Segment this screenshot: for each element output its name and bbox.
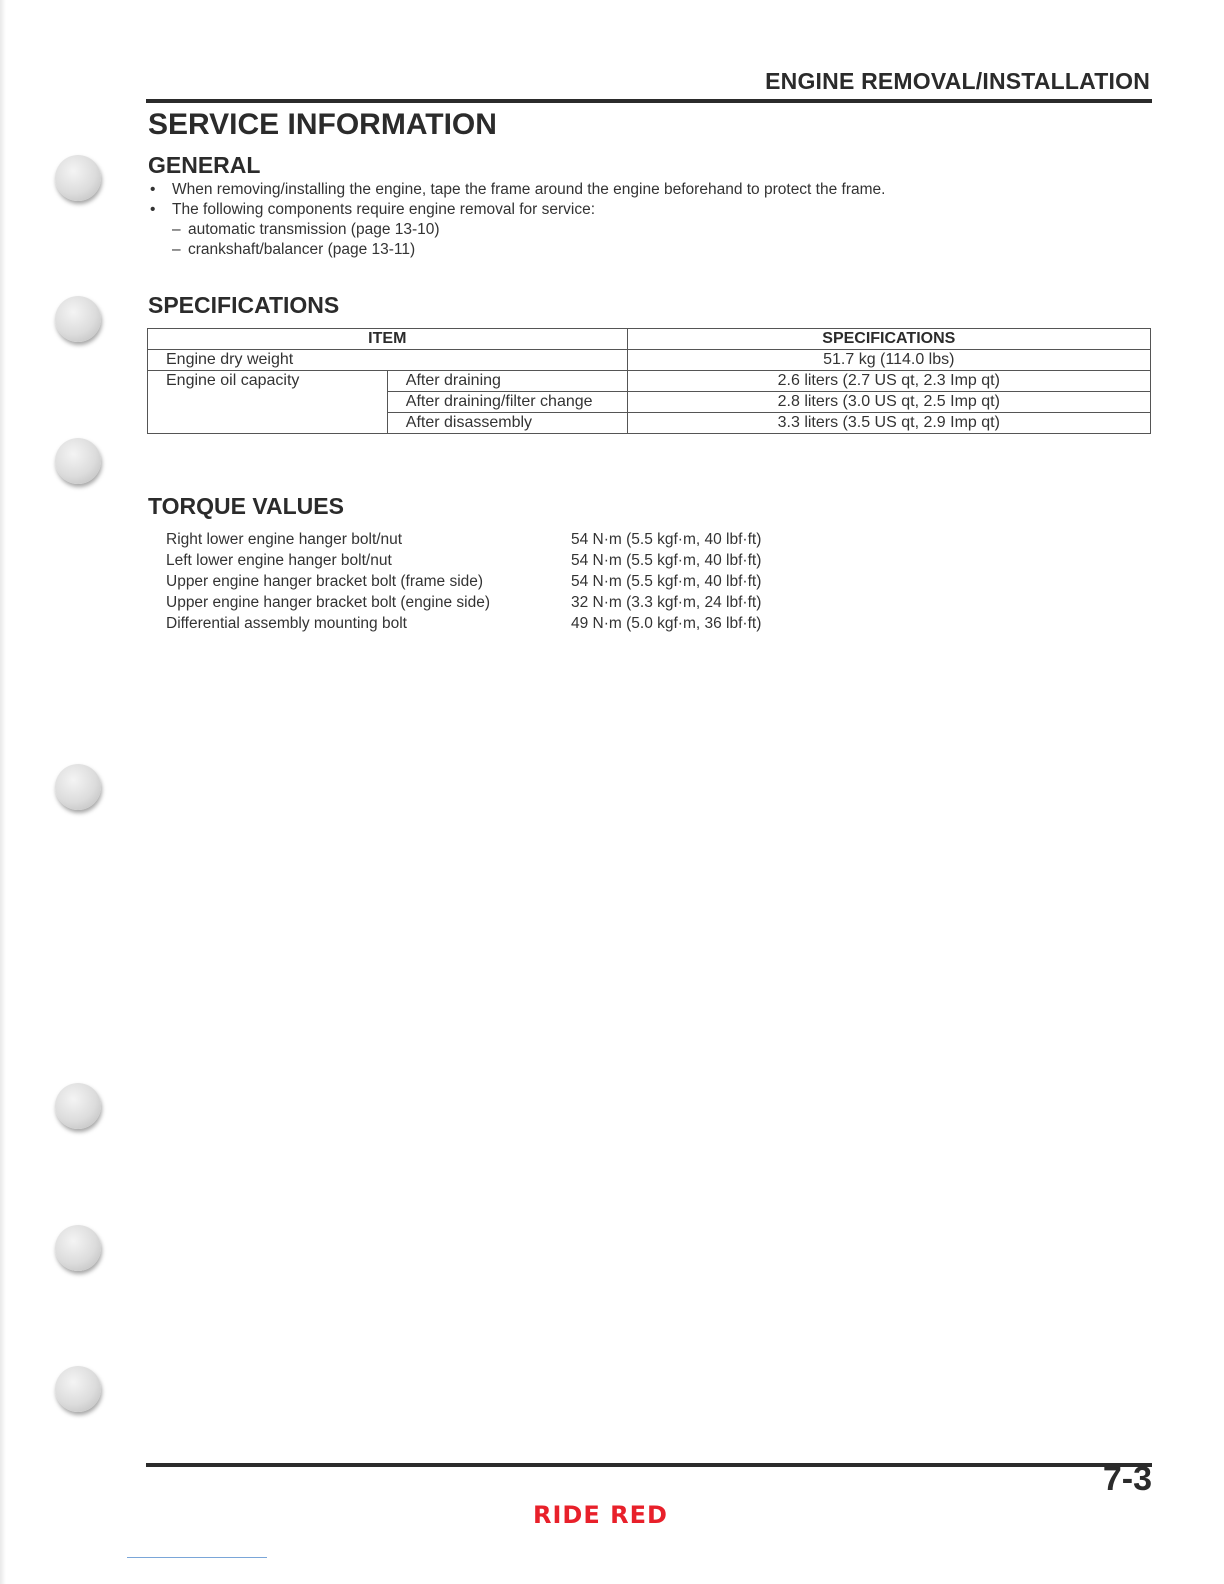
section-header-title: ENGINE REMOVAL/INSTALLATION	[765, 68, 1150, 94]
torque-row	[166, 572, 866, 592]
torque-row	[166, 593, 866, 613]
column-header-spec: SPECIFICATIONS	[627, 329, 1150, 350]
binder-hole-icon	[55, 1366, 101, 1412]
table-cell-value: 3.3 liters (3.5 US qt, 2.9 Imp qt)	[627, 413, 1150, 434]
specifications-table	[147, 328, 1151, 434]
binder-hole-icon	[55, 155, 101, 201]
torque-value: 54 N·m (5.5 kgf·m, 40 lbf·ft)	[571, 573, 762, 590]
torque-row	[166, 614, 866, 634]
table-cell-item: Engine oil capacity	[148, 371, 388, 434]
sub-list-item: – automatic transmission (page 13-10)	[172, 221, 440, 238]
list-item: • The following components require engine removal for service:	[150, 201, 596, 218]
footer-rule	[146, 1463, 1152, 1467]
page-edge	[0, 0, 6, 1584]
table-cell-item: Engine dry weight	[148, 350, 628, 371]
binder-hole-icon	[55, 764, 101, 810]
ride-red-logo: RIDE RED	[533, 1501, 668, 1529]
torque-item: Differential assembly mounting bolt	[166, 615, 407, 632]
binder-hole-icon	[55, 1083, 101, 1129]
table-header-row	[148, 329, 1151, 350]
general-heading: GENERAL	[148, 152, 261, 178]
torque-value: 32 N·m (3.3 kgf·m, 24 lbf·ft)	[571, 594, 762, 611]
torque-item: Left lower engine hanger bolt/nut	[166, 552, 392, 569]
dash-icon: –	[172, 241, 181, 258]
table-cell-condition: After disassembly	[387, 413, 627, 434]
binder-hole-icon	[55, 438, 101, 484]
torque-value: 49 N·m (5.0 kgf·m, 36 lbf·ft)	[571, 615, 762, 632]
table-cell-condition: After draining/filter change	[387, 392, 627, 413]
table-row	[148, 350, 1151, 371]
table-cell-condition: After draining	[387, 371, 627, 392]
binder-hole-icon	[55, 1225, 101, 1271]
table-cell-value: 2.8 liters (3.0 US qt, 2.5 Imp qt)	[627, 392, 1150, 413]
dash-icon: –	[172, 221, 181, 238]
torque-row	[166, 530, 866, 550]
torque-heading: TORQUE VALUES	[148, 493, 344, 519]
specifications-heading: SPECIFICATIONS	[148, 292, 340, 318]
table-cell-value: 2.6 liters (2.7 US qt, 2.3 Imp qt)	[627, 371, 1150, 392]
bullet-icon: •	[150, 181, 156, 198]
bullet-icon: •	[150, 201, 156, 218]
general-bullet-list	[150, 180, 885, 260]
header-rule	[146, 99, 1152, 103]
table-cell-value: 51.7 kg (114.0 lbs)	[627, 350, 1150, 371]
torque-item: Upper engine hanger bracket bolt (engine side)	[166, 594, 490, 611]
page-number: 7-3	[1102, 1460, 1152, 1498]
table-row	[148, 371, 1151, 392]
torque-value: 54 N·m (5.5 kgf·m, 40 lbf·ft)	[571, 531, 762, 548]
binder-hole-icon	[55, 296, 101, 342]
torque-value: 54 N·m (5.5 kgf·m, 40 lbf·ft)	[571, 552, 762, 569]
scan-artifact-line	[127, 1557, 267, 1558]
torque-row	[166, 551, 866, 571]
column-header-item: ITEM	[148, 329, 628, 350]
torque-values-list	[166, 530, 866, 634]
list-item: • When removing/installing the engine, tape the frame around the engine beforehand to protect the frame.	[150, 181, 886, 198]
torque-item: Upper engine hanger bracket bolt (frame side)	[166, 573, 484, 590]
torque-item: Right lower engine hanger bolt/nut	[166, 531, 403, 548]
page-title: SERVICE INFORMATION	[148, 108, 497, 141]
sub-list-item: – crankshaft/balancer (page 13-11)	[172, 241, 416, 258]
